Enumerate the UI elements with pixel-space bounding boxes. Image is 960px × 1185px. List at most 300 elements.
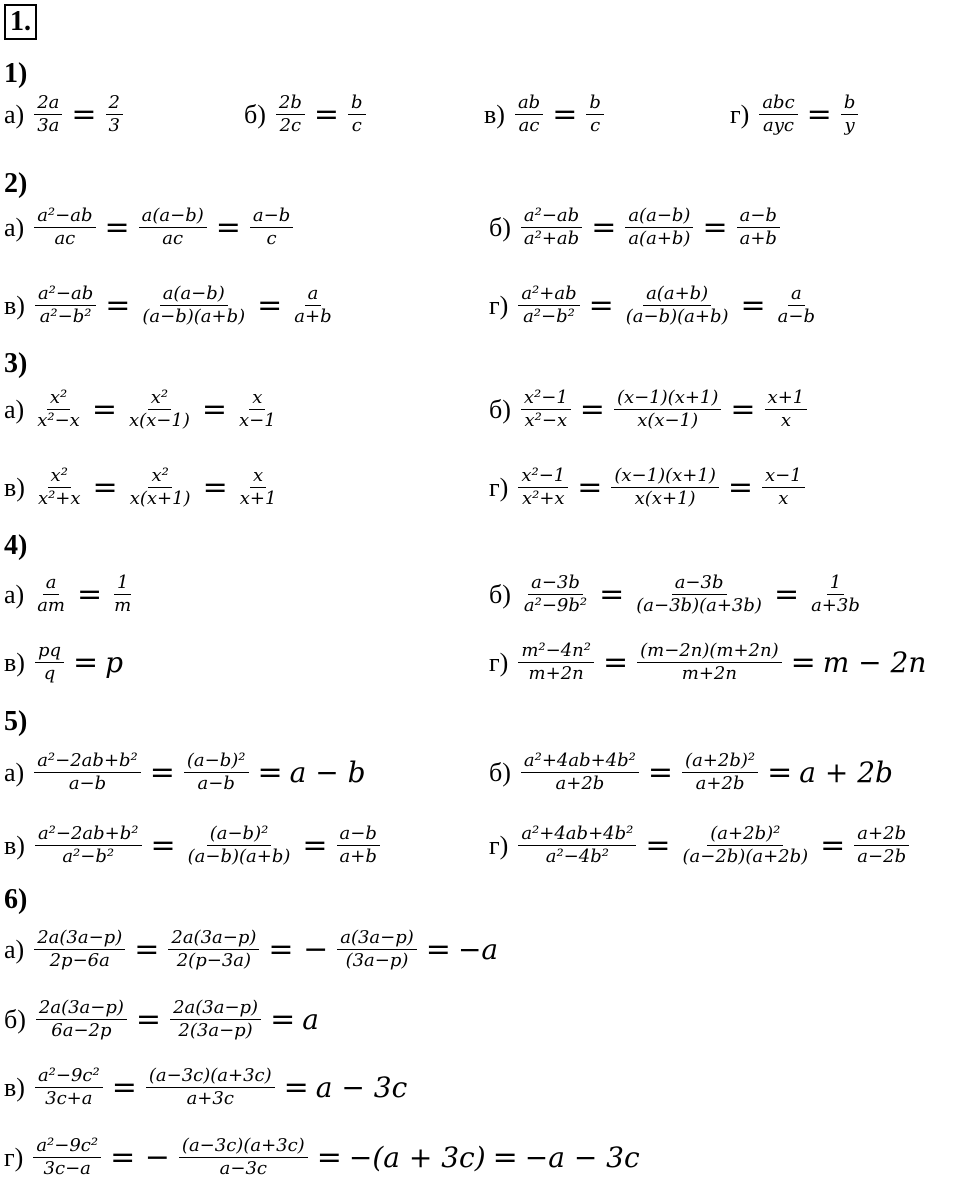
numerator: x² [148, 387, 171, 410]
denominator: 2(p−3a) [176, 950, 252, 971]
operator: = [425, 932, 451, 967]
expression-result: −a − 3c [524, 1141, 640, 1174]
fraction [518, 283, 579, 328]
denominator: x+1 [239, 488, 277, 509]
equation [755, 92, 862, 137]
exercise-item [244, 92, 370, 137]
numerator: a²−ab [35, 283, 96, 306]
numerator: a(3a−p) [337, 927, 417, 950]
denominator: a²−b² [39, 306, 92, 327]
fraction [34, 92, 62, 137]
denominator: 3a [37, 115, 60, 136]
item-label: г) [489, 647, 509, 677]
fraction [521, 572, 590, 617]
fraction [179, 1135, 308, 1180]
fraction [521, 750, 639, 795]
equation [511, 92, 608, 137]
equation [30, 927, 500, 972]
fraction [337, 823, 380, 868]
item-label: б) [4, 1004, 26, 1034]
task-number: 1. [4, 4, 37, 40]
operator: = [820, 828, 846, 863]
denominator: m [114, 595, 132, 616]
operator: = [104, 210, 130, 245]
equation [514, 823, 913, 868]
fraction [854, 823, 909, 868]
numerator: a²+ab [518, 283, 579, 306]
exercise-item [489, 465, 809, 510]
operator: = − [110, 1140, 170, 1175]
denominator: (a−b)(a+b) [142, 306, 246, 327]
item-label: г) [489, 290, 509, 320]
fraction [126, 387, 193, 432]
equation [31, 283, 339, 328]
numerator: a²−ab [521, 205, 582, 228]
fraction [808, 572, 863, 617]
equation [30, 205, 297, 250]
denominator: a−b [777, 306, 816, 327]
exercise-item [4, 750, 368, 795]
denominator: a+3c [186, 1088, 234, 1109]
numerator: a(a−b) [139, 205, 207, 228]
numerator: a−3b [528, 572, 583, 595]
fraction [146, 1065, 275, 1110]
equation [32, 997, 321, 1042]
operator: = [135, 1002, 162, 1037]
denominator: x−1 [238, 410, 276, 431]
fraction [775, 283, 818, 328]
item-label: г) [730, 99, 750, 129]
section-2-heading: 2) [4, 168, 28, 199]
numerator: 1 [114, 572, 131, 595]
equation [30, 92, 127, 137]
fraction [34, 927, 125, 972]
fraction [250, 205, 293, 250]
fraction [586, 92, 604, 137]
fraction [35, 465, 84, 510]
numerator: a+2b [854, 823, 909, 846]
equation [517, 572, 867, 617]
operator: = [727, 470, 753, 505]
denominator: a(a+b) [628, 228, 691, 249]
operator: = [602, 645, 629, 680]
fraction [515, 92, 543, 137]
numerator: a(a−b) [625, 205, 693, 228]
denominator: c [266, 228, 277, 249]
numerator: x [249, 387, 265, 410]
numerator: a−b [250, 205, 293, 228]
denominator: y [844, 115, 855, 136]
operator: = [91, 392, 117, 427]
numerator: 2a(3a−p) [34, 927, 125, 950]
expression-result: a + 2b [799, 756, 893, 789]
operator: = [257, 755, 283, 790]
fraction [184, 750, 249, 795]
fraction [521, 205, 582, 250]
numerator: x²−1 [518, 465, 568, 488]
fraction [35, 640, 64, 685]
operator: = [201, 392, 227, 427]
exercise-item [4, 640, 125, 685]
numerator: 2b [276, 92, 305, 115]
denominator: a−b [68, 773, 107, 794]
fraction [36, 997, 127, 1042]
operator: = [492, 1140, 518, 1175]
fraction [625, 205, 693, 250]
fraction [611, 465, 718, 510]
denominator: ac [518, 115, 540, 136]
denominator: (a−3b)(a+3b) [636, 595, 762, 616]
expression-result: m − 2n [822, 646, 927, 679]
denominator: 3 [108, 115, 120, 136]
denominator: a−b [197, 773, 235, 794]
denominator: a+2b [555, 773, 605, 794]
denominator: m+2n [528, 663, 584, 684]
item-label: б) [489, 757, 511, 787]
fraction [127, 465, 194, 510]
denominator: x(x+1) [129, 488, 191, 509]
operator: = [202, 470, 228, 505]
item-label: в) [4, 830, 25, 860]
fraction [679, 823, 811, 868]
item-label: г) [489, 830, 509, 860]
denominator: a²−b² [62, 846, 115, 867]
fraction [35, 283, 96, 328]
exercise-item [4, 572, 138, 617]
operator: = [790, 645, 816, 680]
fraction [35, 1065, 103, 1110]
numerator: x² [148, 465, 171, 488]
fraction [276, 92, 305, 137]
numerator: a−b [737, 205, 780, 228]
equation [517, 750, 895, 795]
operator: = [767, 755, 793, 790]
fraction [759, 92, 797, 137]
denominator: ac [162, 228, 184, 249]
expression-result: a − b [289, 756, 366, 789]
numerator: a²−2ab+b² [34, 750, 141, 773]
denominator: m+2n [681, 663, 737, 684]
equation [31, 640, 125, 685]
operator: = [579, 392, 605, 427]
numerator: x² [47, 387, 70, 410]
denominator: (a−2b)(a+2b) [682, 846, 809, 867]
denominator: 2p−6a [49, 950, 110, 971]
fraction [35, 823, 142, 868]
fraction [34, 387, 83, 432]
numerator: x²−1 [521, 387, 571, 410]
operator: = [72, 645, 99, 680]
operator: = [92, 470, 118, 505]
numerator: 2a(3a−p) [168, 927, 259, 950]
section-4-heading: 4) [4, 530, 28, 561]
expression-result: a [302, 1003, 319, 1036]
operator: = [591, 210, 617, 245]
numerator: abc [759, 92, 797, 115]
fraction [518, 823, 636, 868]
denominator: a²−9b² [523, 595, 588, 616]
fraction [841, 92, 859, 137]
numerator: a [43, 572, 60, 595]
fraction [34, 205, 95, 250]
exercise-item [489, 283, 822, 328]
denominator: 2(3a−p) [178, 1020, 253, 1041]
exercise-item [489, 572, 867, 617]
equation [30, 572, 138, 617]
numerator: 2a(3a−p) [170, 997, 261, 1020]
expression-result: −(a + 3c) [348, 1141, 486, 1174]
denominator: 3c−a [43, 1158, 91, 1179]
numerator: b [586, 92, 604, 115]
operator: = [149, 755, 175, 790]
fraction [106, 92, 123, 137]
item-label: в) [4, 647, 25, 677]
denominator: x(x−1) [637, 410, 699, 431]
item-label: в) [4, 1072, 25, 1102]
exercise-item [4, 92, 127, 137]
denominator: 3c+a [45, 1088, 93, 1109]
numerator: b [348, 92, 366, 115]
numerator: (a+2b)² [682, 750, 758, 773]
exercise-item [4, 465, 283, 510]
item-label: б) [489, 579, 511, 609]
operator: = [283, 1070, 309, 1105]
fraction [518, 640, 594, 685]
exercise-item [4, 997, 321, 1042]
numerator: ab [515, 92, 543, 115]
fraction [139, 283, 248, 328]
denominator: x²+x [37, 488, 81, 509]
numerator: a²−ab [34, 205, 95, 228]
denominator: am [37, 595, 66, 616]
equation [514, 283, 822, 328]
denominator: x²+x [521, 488, 565, 509]
numerator: x [250, 465, 266, 488]
operator: = [645, 828, 671, 863]
denominator: x [778, 488, 789, 509]
fraction [168, 927, 259, 972]
numerator: a²+4ab+4b² [521, 750, 639, 773]
denominator: a²−4b² [545, 846, 609, 867]
item-label: б) [489, 212, 511, 242]
exercise-item [4, 1065, 409, 1110]
exercise-item [489, 205, 784, 250]
denominator: a+b [294, 306, 332, 327]
fraction [762, 465, 805, 510]
operator: = [702, 210, 728, 245]
item-label: в) [4, 290, 25, 320]
fraction [623, 283, 732, 328]
numerator: a²−2ab+b² [35, 823, 142, 846]
item-label: а) [4, 579, 25, 609]
numerator: a−b [337, 823, 380, 846]
exercise-item [4, 927, 500, 972]
exercise-item [4, 1135, 642, 1180]
numerator: pq [35, 640, 64, 663]
equation [30, 387, 282, 432]
denominator: 2c [279, 115, 302, 136]
denominator: x²−x [524, 410, 568, 431]
expression-result: a − 3c [315, 1071, 408, 1104]
numerator: (m−2n)(m+2n) [637, 640, 781, 663]
item-label: а) [4, 757, 25, 787]
exercise-item [489, 823, 913, 868]
fraction [34, 750, 141, 795]
operator: = [105, 288, 131, 323]
denominator: x(x+1) [634, 488, 696, 509]
operator: = [71, 97, 97, 132]
numerator: 2 [106, 92, 123, 115]
denominator: a−3c [219, 1158, 267, 1179]
exercise-item [484, 92, 608, 137]
fraction [34, 572, 68, 617]
operator: = [588, 288, 614, 323]
operator: = [577, 470, 603, 505]
numerator: a²−9c² [33, 1135, 101, 1158]
item-label: а) [4, 212, 25, 242]
section-1-heading: 1) [4, 58, 28, 89]
numerator: (x−1)(x+1) [614, 387, 721, 410]
numerator: (a−3c)(a+3c) [179, 1135, 308, 1158]
operator: = [134, 932, 160, 967]
operator: = [111, 1070, 137, 1105]
item-label: г) [4, 1142, 24, 1172]
operator: = [773, 577, 800, 612]
fraction [637, 640, 781, 685]
operator: = [647, 755, 674, 790]
operator: = [313, 97, 340, 132]
expression-result: −a [457, 933, 499, 966]
numerator: (a−3c)(a+3c) [146, 1065, 275, 1088]
fraction [236, 387, 279, 432]
operator: = [257, 288, 283, 323]
denominator: q [43, 663, 56, 684]
fraction [111, 572, 134, 617]
fraction [291, 283, 334, 328]
equation [514, 465, 808, 510]
operator: = [150, 828, 176, 863]
fraction [337, 927, 417, 972]
operator: = [77, 577, 103, 612]
exercise-item [4, 283, 339, 328]
denominator: x²−x [37, 410, 80, 431]
equation [31, 465, 283, 510]
denominator: ayc [763, 115, 794, 136]
section-6-heading: 6) [4, 884, 28, 915]
denominator: c [351, 115, 362, 136]
numerator: a²−9c² [35, 1065, 103, 1088]
numerator: a−3b [672, 572, 727, 595]
numerator: 2a [34, 92, 62, 115]
equation [31, 823, 384, 868]
denominator: a+b [739, 228, 777, 249]
equation [272, 92, 370, 137]
exercise-item [4, 823, 384, 868]
fraction [33, 1135, 101, 1180]
exercise-item [489, 387, 811, 432]
section-5-heading: 5) [4, 706, 28, 737]
denominator: (a−b)(a+b) [187, 846, 291, 867]
numerator: x+1 [765, 387, 808, 410]
denominator: a+b [339, 846, 377, 867]
numerator: 1 [827, 572, 844, 595]
fraction [139, 205, 207, 250]
denominator: 6a−2p [51, 1020, 112, 1041]
equation [29, 1135, 641, 1180]
fraction [765, 387, 808, 432]
item-label: а) [4, 394, 25, 424]
operator: = [740, 288, 766, 323]
operator: = [270, 1002, 296, 1037]
denominator: c [590, 115, 601, 136]
numerator: a(a−b) [160, 283, 228, 306]
fraction [521, 387, 571, 432]
numerator: a [788, 283, 805, 306]
denominator: a²+ab [523, 228, 580, 249]
numerator: m²−4n² [518, 640, 594, 663]
denominator: x(x−1) [128, 410, 190, 431]
operator: = [302, 828, 328, 863]
item-label: б) [244, 99, 266, 129]
fraction [737, 205, 780, 250]
item-label: а) [4, 934, 25, 964]
equation [31, 1065, 409, 1110]
denominator: a−2b [857, 846, 907, 867]
denominator: a+3b [811, 595, 860, 616]
numerator: x² [48, 465, 71, 488]
numerator: b [841, 92, 859, 115]
denominator: a²−b² [523, 306, 575, 327]
operator: = [552, 97, 578, 132]
exercise-item [489, 750, 895, 795]
equation [514, 640, 928, 685]
denominator: a+2b [695, 773, 745, 794]
fraction [633, 572, 765, 617]
section-3-heading: 3) [4, 348, 28, 379]
exercise-item [4, 387, 283, 432]
operator: = − [268, 932, 329, 967]
fraction [614, 387, 721, 432]
numerator: (x−1)(x+1) [611, 465, 718, 488]
numerator: (a−b)² [184, 750, 249, 773]
numerator: (a+2b)² [707, 823, 783, 846]
denominator: (a−b)(a+b) [625, 306, 729, 327]
operator: = [316, 1140, 342, 1175]
numerator: 2a(3a−p) [36, 997, 127, 1020]
fraction [518, 465, 568, 510]
item-label: в) [484, 99, 505, 129]
item-label: а) [4, 99, 25, 129]
item-label: г) [489, 472, 509, 502]
numerator: a²+4ab+4b² [518, 823, 636, 846]
equation [517, 205, 784, 250]
denominator: x [780, 410, 791, 431]
fraction [237, 465, 280, 510]
denominator: (3a−p) [345, 950, 409, 971]
numerator: a(a+b) [643, 283, 711, 306]
numerator: a [305, 283, 322, 306]
operator: = [599, 577, 625, 612]
exercise-item [4, 205, 297, 250]
denominator: ac [54, 228, 76, 249]
fraction [185, 823, 294, 868]
numerator: x−1 [762, 465, 805, 488]
operator: = [215, 210, 241, 245]
item-label: в) [4, 472, 25, 502]
operator: = [730, 392, 756, 427]
exercise-item [489, 640, 928, 685]
fraction [348, 92, 366, 137]
